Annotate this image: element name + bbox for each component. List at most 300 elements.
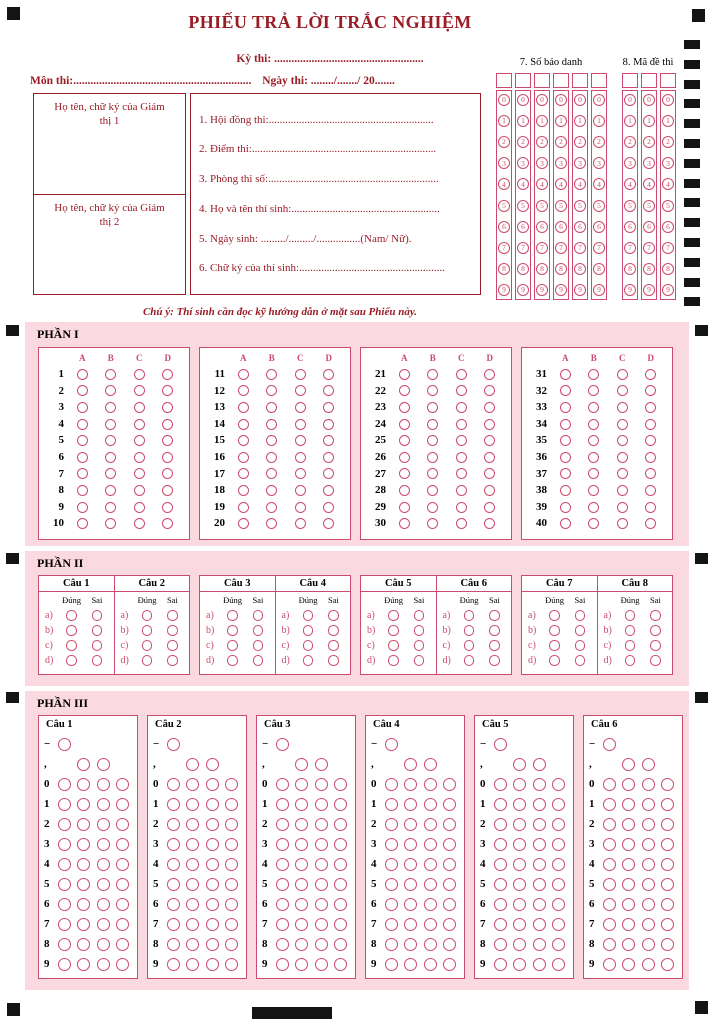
num-bubble-cau4-row8-col4[interactable] [443,878,456,891]
num-bubble-cau1-row9-col3[interactable] [97,898,110,911]
num-bubble-cau1-row3-col3[interactable] [97,778,110,791]
answer-bubble-q11-A[interactable] [238,369,249,380]
answer-bubble-q24-A[interactable] [399,419,410,430]
tf-bubble-cau6-row1-col2[interactable] [489,610,500,621]
tf-bubble-cau3-row3-col2[interactable] [253,640,264,651]
num-bubble-cau3-row4-col4[interactable] [334,798,347,811]
answer-bubble-q23-A[interactable] [399,402,410,413]
num-bubble-cau3-row9-col1[interactable] [276,898,289,911]
num-bubble-cau4-row8-col3[interactable] [424,878,437,891]
answer-bubble-q27-C[interactable] [456,468,467,479]
num-bubble-cau2-row12-col1[interactable] [167,958,180,971]
candidate-number-bubble-5[interactable]: 5 [498,200,510,212]
num-bubble-cau5-row3-col4[interactable] [552,778,565,791]
num-bubble-cau3-row4-col2[interactable] [295,798,308,811]
num-bubble-cau2-row6-col1[interactable] [167,838,180,851]
tf-bubble-cau8-row2-col1[interactable] [625,625,636,636]
answer-bubble-q30-A[interactable] [399,518,410,529]
answer-bubble-q1-D[interactable] [162,369,173,380]
tf-bubble-cau8-row3-col1[interactable] [625,640,636,651]
num-bubble-cau2-row11-col3[interactable] [206,938,219,951]
num-bubble-cau5-row6-col3[interactable] [533,838,546,851]
candidate-number-bubble-5[interactable]: 5 [574,200,586,212]
answer-bubble-q39-C[interactable] [617,502,628,513]
candidate-number-bubble-7[interactable]: 7 [593,242,605,254]
num-bubble-cau6-row6-col4[interactable] [661,838,674,851]
num-bubble-cau4-row10-col3[interactable] [424,918,437,931]
answer-bubble-q16-B[interactable] [266,452,277,463]
answer-bubble-q4-A[interactable] [77,419,88,430]
answer-bubble-q38-B[interactable] [588,485,599,496]
answer-bubble-q28-A[interactable] [399,485,410,496]
answer-bubble-q2-B[interactable] [105,385,116,396]
answer-bubble-q18-B[interactable] [266,485,277,496]
num-bubble-cau6-row12-col4[interactable] [661,958,674,971]
num-bubble-cau5-row12-col2[interactable] [513,958,526,971]
candidate-number-bubble-7[interactable]: 7 [555,242,567,254]
tf-bubble-cau6-row2-col2[interactable] [489,625,500,636]
answer-bubble-q30-C[interactable] [456,518,467,529]
tf-bubble-cau3-row2-col1[interactable] [227,625,238,636]
candidate-number-bubble-1[interactable]: 1 [593,115,605,127]
answer-bubble-q31-B[interactable] [588,369,599,380]
num-bubble-cau5-row11-col2[interactable] [513,938,526,951]
num-bubble-cau2-row12-col3[interactable] [206,958,219,971]
num-bubble-cau1-row1-col1[interactable] [58,738,71,751]
answer-bubble-q20-A[interactable] [238,518,249,529]
answer-bubble-q21-D[interactable] [484,369,495,380]
tf-bubble-cau1-row1-col2[interactable] [92,610,103,621]
tf-bubble-cau8-row1-col1[interactable] [625,610,636,621]
exam-code-bubble-5[interactable]: 5 [662,200,674,212]
tf-bubble-cau6-row3-col1[interactable] [464,640,475,651]
num-bubble-cau3-row3-col4[interactable] [334,778,347,791]
num-bubble-cau3-row11-col1[interactable] [276,938,289,951]
answer-bubble-q27-D[interactable] [484,468,495,479]
num-bubble-cau5-row10-col4[interactable] [552,918,565,931]
answer-bubble-q5-D[interactable] [162,435,173,446]
num-bubble-cau3-row10-col1[interactable] [276,918,289,931]
num-bubble-cau1-row10-col2[interactable] [77,918,90,931]
num-bubble-cau3-row12-col3[interactable] [315,958,328,971]
candidate-number-bubble-1[interactable]: 1 [536,115,548,127]
num-bubble-cau2-row7-col2[interactable] [186,858,199,871]
answer-bubble-q8-C[interactable] [134,485,145,496]
answer-bubble-q5-A[interactable] [77,435,88,446]
num-bubble-cau5-row3-col3[interactable] [533,778,546,791]
num-bubble-cau3-row5-col2[interactable] [295,818,308,831]
num-bubble-cau5-row4-col1[interactable] [494,798,507,811]
num-bubble-cau1-row11-col1[interactable] [58,938,71,951]
num-bubble-cau4-row10-col1[interactable] [385,918,398,931]
exam-code-bubble-1[interactable]: 1 [624,115,636,127]
num-bubble-cau2-row4-col1[interactable] [167,798,180,811]
answer-bubble-q17-D[interactable] [323,468,334,479]
num-bubble-cau5-row7-col1[interactable] [494,858,507,871]
num-bubble-cau4-row4-col4[interactable] [443,798,456,811]
answer-bubble-q26-D[interactable] [484,452,495,463]
answer-bubble-q36-B[interactable] [588,452,599,463]
num-bubble-cau1-row2-col3[interactable] [97,758,110,771]
num-bubble-cau1-row7-col4[interactable] [116,858,129,871]
num-bubble-cau1-row6-col2[interactable] [77,838,90,851]
tf-bubble-cau7-row2-col2[interactable] [575,625,586,636]
answer-bubble-q5-C[interactable] [134,435,145,446]
num-bubble-cau5-row12-col1[interactable] [494,958,507,971]
num-bubble-cau2-row10-col3[interactable] [206,918,219,931]
answer-bubble-q7-C[interactable] [134,468,145,479]
answer-bubble-q35-D[interactable] [645,435,656,446]
exam-code-bubble-5[interactable]: 5 [643,200,655,212]
tf-bubble-cau2-row2-col1[interactable] [142,625,153,636]
answer-bubble-q34-A[interactable] [560,419,571,430]
num-bubble-cau1-row3-col4[interactable] [116,778,129,791]
num-bubble-cau3-row1-col1[interactable] [276,738,289,751]
exam-code-bubble-1[interactable]: 1 [662,115,674,127]
num-bubble-cau4-row6-col1[interactable] [385,838,398,851]
num-bubble-cau1-row4-col4[interactable] [116,798,129,811]
num-bubble-cau1-row12-col4[interactable] [116,958,129,971]
num-bubble-cau3-row9-col2[interactable] [295,898,308,911]
answer-bubble-q40-A[interactable] [560,518,571,529]
tf-bubble-cau1-row4-col2[interactable] [92,655,103,666]
answer-bubble-q1-C[interactable] [134,369,145,380]
num-bubble-cau2-row11-col1[interactable] [167,938,180,951]
answer-bubble-q12-A[interactable] [238,385,249,396]
tf-bubble-cau2-row4-col2[interactable] [167,655,178,666]
answer-bubble-q6-A[interactable] [77,452,88,463]
num-bubble-cau1-row10-col4[interactable] [116,918,129,931]
num-bubble-cau1-row11-col2[interactable] [77,938,90,951]
num-bubble-cau5-row11-col1[interactable] [494,938,507,951]
num-bubble-cau2-row8-col4[interactable] [225,878,238,891]
num-bubble-cau2-row4-col4[interactable] [225,798,238,811]
answer-bubble-q37-D[interactable] [645,468,656,479]
answer-bubble-q38-C[interactable] [617,485,628,496]
candidate-number-bubble-0[interactable]: 0 [498,94,510,106]
answer-bubble-q11-B[interactable] [266,369,277,380]
num-bubble-cau2-row8-col2[interactable] [186,878,199,891]
answer-bubble-q18-D[interactable] [323,485,334,496]
exam-code-write-box[interactable] [641,73,657,88]
candidate-number-bubble-2[interactable]: 2 [574,136,586,148]
tf-bubble-cau1-row2-col2[interactable] [92,625,103,636]
answer-bubble-q13-C[interactable] [295,402,306,413]
num-bubble-cau2-row3-col1[interactable] [167,778,180,791]
answer-bubble-q25-D[interactable] [484,435,495,446]
answer-bubble-q29-A[interactable] [399,502,410,513]
answer-bubble-q15-A[interactable] [238,435,249,446]
answer-bubble-q15-C[interactable] [295,435,306,446]
answer-bubble-q1-B[interactable] [105,369,116,380]
answer-bubble-q30-D[interactable] [484,518,495,529]
num-bubble-cau4-row10-col4[interactable] [443,918,456,931]
answer-bubble-q38-D[interactable] [645,485,656,496]
tf-bubble-cau2-row2-col2[interactable] [167,625,178,636]
answer-bubble-q21-C[interactable] [456,369,467,380]
num-bubble-cau4-row6-col2[interactable] [404,838,417,851]
answer-bubble-q15-D[interactable] [323,435,334,446]
answer-bubble-q40-B[interactable] [588,518,599,529]
answer-bubble-q32-A[interactable] [560,385,571,396]
answer-bubble-q22-B[interactable] [427,385,438,396]
answer-bubble-q37-C[interactable] [617,468,628,479]
num-bubble-cau3-row3-col2[interactable] [295,778,308,791]
num-bubble-cau6-row3-col2[interactable] [622,778,635,791]
candidate-number-bubble-3[interactable]: 3 [517,157,529,169]
num-bubble-cau6-row9-col2[interactable] [622,898,635,911]
tf-bubble-cau8-row4-col2[interactable] [650,655,661,666]
num-bubble-cau5-row5-col1[interactable] [494,818,507,831]
candidate-number-bubble-6[interactable]: 6 [593,221,605,233]
num-bubble-cau2-row8-col1[interactable] [167,878,180,891]
num-bubble-cau6-row10-col4[interactable] [661,918,674,931]
exam-code-bubble-7[interactable]: 7 [662,242,674,254]
answer-bubble-q28-B[interactable] [427,485,438,496]
num-bubble-cau1-row2-col2[interactable] [77,758,90,771]
candidate-number-bubble-9[interactable]: 9 [517,284,529,296]
num-bubble-cau1-row4-col1[interactable] [58,798,71,811]
candidate-number-bubble-2[interactable]: 2 [517,136,529,148]
num-bubble-cau3-row6-col4[interactable] [334,838,347,851]
num-bubble-cau3-row5-col1[interactable] [276,818,289,831]
answer-bubble-q9-A[interactable] [77,502,88,513]
answer-bubble-q16-C[interactable] [295,452,306,463]
candidate-number-bubble-5[interactable]: 5 [555,200,567,212]
candidate-number-bubble-8[interactable]: 8 [593,263,605,275]
num-bubble-cau4-row4-col1[interactable] [385,798,398,811]
answer-bubble-q26-B[interactable] [427,452,438,463]
tf-bubble-cau1-row2-col1[interactable] [66,625,77,636]
num-bubble-cau4-row7-col1[interactable] [385,858,398,871]
num-bubble-cau2-row8-col3[interactable] [206,878,219,891]
num-bubble-cau1-row9-col2[interactable] [77,898,90,911]
answer-bubble-q13-D[interactable] [323,402,334,413]
num-bubble-cau6-row12-col3[interactable] [642,958,655,971]
candidate-number-bubble-1[interactable]: 1 [574,115,586,127]
num-bubble-cau4-row7-col2[interactable] [404,858,417,871]
exam-code-bubble-2[interactable]: 2 [643,136,655,148]
candidate-number-bubble-2[interactable]: 2 [498,136,510,148]
tf-bubble-cau7-row2-col1[interactable] [549,625,560,636]
num-bubble-cau4-row1-col1[interactable] [385,738,398,751]
candidate-number-bubble-4[interactable]: 4 [536,178,548,190]
num-bubble-cau4-row6-col3[interactable] [424,838,437,851]
tf-bubble-cau4-row1-col1[interactable] [303,610,314,621]
num-bubble-cau5-row12-col4[interactable] [552,958,565,971]
num-bubble-cau4-row7-col4[interactable] [443,858,456,871]
num-bubble-cau6-row8-col3[interactable] [642,878,655,891]
num-bubble-cau4-row8-col2[interactable] [404,878,417,891]
num-bubble-cau1-row10-col1[interactable] [58,918,71,931]
exam-code-bubble-9[interactable]: 9 [662,284,674,296]
num-bubble-cau1-row5-col4[interactable] [116,818,129,831]
answer-bubble-q16-D[interactable] [323,452,334,463]
num-bubble-cau4-row9-col2[interactable] [404,898,417,911]
num-bubble-cau4-row8-col1[interactable] [385,878,398,891]
answer-bubble-q21-A[interactable] [399,369,410,380]
candidate-number-bubble-8[interactable]: 8 [555,263,567,275]
num-bubble-cau6-row6-col2[interactable] [622,838,635,851]
num-bubble-cau3-row10-col3[interactable] [315,918,328,931]
num-bubble-cau2-row9-col1[interactable] [167,898,180,911]
tf-bubble-cau1-row3-col1[interactable] [66,640,77,651]
num-bubble-cau6-row4-col4[interactable] [661,798,674,811]
candidate-number-bubble-7[interactable]: 7 [498,242,510,254]
num-bubble-cau3-row6-col2[interactable] [295,838,308,851]
tf-bubble-cau5-row2-col2[interactable] [414,625,425,636]
candidate-number-bubble-4[interactable]: 4 [574,178,586,190]
num-bubble-cau5-row3-col1[interactable] [494,778,507,791]
answer-bubble-q26-A[interactable] [399,452,410,463]
num-bubble-cau2-row7-col3[interactable] [206,858,219,871]
num-bubble-cau5-row8-col3[interactable] [533,878,546,891]
tf-bubble-cau7-row3-col1[interactable] [549,640,560,651]
answer-bubble-q40-D[interactable] [645,518,656,529]
num-bubble-cau1-row5-col3[interactable] [97,818,110,831]
num-bubble-cau1-row11-col3[interactable] [97,938,110,951]
num-bubble-cau4-row10-col2[interactable] [404,918,417,931]
num-bubble-cau5-row11-col3[interactable] [533,938,546,951]
answer-bubble-q6-B[interactable] [105,452,116,463]
num-bubble-cau5-row9-col2[interactable] [513,898,526,911]
exam-code-bubble-6[interactable]: 6 [624,221,636,233]
tf-bubble-cau5-row2-col1[interactable] [388,625,399,636]
tf-bubble-cau3-row1-col2[interactable] [253,610,264,621]
answer-bubble-q14-B[interactable] [266,419,277,430]
num-bubble-cau6-row8-col2[interactable] [622,878,635,891]
num-bubble-cau2-row5-col1[interactable] [167,818,180,831]
num-bubble-cau4-row12-col2[interactable] [404,958,417,971]
answer-bubble-q23-B[interactable] [427,402,438,413]
num-bubble-cau6-row11-col1[interactable] [603,938,616,951]
candidate-number-bubble-8[interactable]: 8 [498,263,510,275]
candidate-number-bubble-0[interactable]: 0 [517,94,529,106]
answer-bubble-q14-A[interactable] [238,419,249,430]
num-bubble-cau4-row3-col1[interactable] [385,778,398,791]
candidate-number-bubble-8[interactable]: 8 [536,263,548,275]
answer-bubble-q19-D[interactable] [323,502,334,513]
answer-bubble-q39-D[interactable] [645,502,656,513]
tf-bubble-cau7-row4-col1[interactable] [549,655,560,666]
tf-bubble-cau2-row4-col1[interactable] [142,655,153,666]
tf-bubble-cau4-row3-col2[interactable] [328,640,339,651]
answer-bubble-q12-B[interactable] [266,385,277,396]
num-bubble-cau3-row11-col3[interactable] [315,938,328,951]
answer-bubble-q17-C[interactable] [295,468,306,479]
num-bubble-cau3-row9-col4[interactable] [334,898,347,911]
tf-bubble-cau7-row3-col2[interactable] [575,640,586,651]
num-bubble-cau4-row4-col2[interactable] [404,798,417,811]
answer-bubble-q10-A[interactable] [77,518,88,529]
num-bubble-cau1-row10-col3[interactable] [97,918,110,931]
num-bubble-cau3-row3-col1[interactable] [276,778,289,791]
num-bubble-cau4-row2-col3[interactable] [424,758,437,771]
answer-bubble-q34-C[interactable] [617,419,628,430]
num-bubble-cau6-row9-col1[interactable] [603,898,616,911]
num-bubble-cau2-row5-col4[interactable] [225,818,238,831]
num-bubble-cau5-row2-col2[interactable] [513,758,526,771]
answer-bubble-q34-B[interactable] [588,419,599,430]
num-bubble-cau4-row12-col3[interactable] [424,958,437,971]
num-bubble-cau2-row10-col4[interactable] [225,918,238,931]
num-bubble-cau5-row12-col3[interactable] [533,958,546,971]
num-bubble-cau4-row7-col3[interactable] [424,858,437,871]
answer-bubble-q7-D[interactable] [162,468,173,479]
candidate-number-bubble-1[interactable]: 1 [517,115,529,127]
answer-bubble-q24-B[interactable] [427,419,438,430]
answer-bubble-q15-B[interactable] [266,435,277,446]
candidate-number-bubble-4[interactable]: 4 [593,178,605,190]
num-bubble-cau1-row3-col1[interactable] [58,778,71,791]
num-bubble-cau5-row5-col4[interactable] [552,818,565,831]
answer-bubble-q36-C[interactable] [617,452,628,463]
answer-bubble-q7-B[interactable] [105,468,116,479]
answer-bubble-q39-A[interactable] [560,502,571,513]
answer-bubble-q19-B[interactable] [266,502,277,513]
answer-bubble-q25-A[interactable] [399,435,410,446]
answer-bubble-q12-D[interactable] [323,385,334,396]
candidate-number-bubble-2[interactable]: 2 [593,136,605,148]
tf-bubble-cau8-row1-col2[interactable] [650,610,661,621]
exam-code-write-box[interactable] [660,73,676,88]
answer-bubble-q4-C[interactable] [134,419,145,430]
candidate-number-bubble-5[interactable]: 5 [517,200,529,212]
num-bubble-cau4-row4-col3[interactable] [424,798,437,811]
num-bubble-cau6-row11-col3[interactable] [642,938,655,951]
answer-bubble-q29-B[interactable] [427,502,438,513]
answer-bubble-q35-A[interactable] [560,435,571,446]
num-bubble-cau2-row11-col2[interactable] [186,938,199,951]
candidate-number-bubble-8[interactable]: 8 [574,263,586,275]
num-bubble-cau1-row12-col1[interactable] [58,958,71,971]
tf-bubble-cau5-row3-col1[interactable] [388,640,399,651]
num-bubble-cau4-row9-col4[interactable] [443,898,456,911]
num-bubble-cau2-row9-col4[interactable] [225,898,238,911]
answer-bubble-q8-A[interactable] [77,485,88,496]
num-bubble-cau3-row8-col3[interactable] [315,878,328,891]
num-bubble-cau1-row5-col1[interactable] [58,818,71,831]
answer-bubble-q33-A[interactable] [560,402,571,413]
exam-code-bubble-4[interactable]: 4 [624,178,636,190]
tf-bubble-cau8-row2-col2[interactable] [650,625,661,636]
num-bubble-cau1-row6-col1[interactable] [58,838,71,851]
tf-bubble-cau3-row4-col1[interactable] [227,655,238,666]
tf-bubble-cau2-row1-col1[interactable] [142,610,153,621]
exam-code-bubble-4[interactable]: 4 [662,178,674,190]
num-bubble-cau4-row5-col4[interactable] [443,818,456,831]
num-bubble-cau5-row8-col2[interactable] [513,878,526,891]
num-bubble-cau1-row12-col2[interactable] [77,958,90,971]
candidate-number-write-box[interactable] [534,73,550,88]
candidate-number-bubble-3[interactable]: 3 [593,157,605,169]
answer-bubble-q7-A[interactable] [77,468,88,479]
num-bubble-cau5-row9-col3[interactable] [533,898,546,911]
num-bubble-cau5-row4-col2[interactable] [513,798,526,811]
num-bubble-cau2-row12-col2[interactable] [186,958,199,971]
answer-bubble-q24-D[interactable] [484,419,495,430]
exam-code-bubble-7[interactable]: 7 [624,242,636,254]
tf-bubble-cau5-row1-col2[interactable] [414,610,425,621]
num-bubble-cau4-row9-col3[interactable] [424,898,437,911]
answer-bubble-q31-C[interactable] [617,369,628,380]
answer-bubble-q22-A[interactable] [399,385,410,396]
tf-bubble-cau3-row2-col2[interactable] [253,625,264,636]
candidate-number-bubble-2[interactable]: 2 [555,136,567,148]
tf-bubble-cau4-row4-col1[interactable] [303,655,314,666]
num-bubble-cau5-row10-col3[interactable] [533,918,546,931]
exam-code-bubble-7[interactable]: 7 [643,242,655,254]
